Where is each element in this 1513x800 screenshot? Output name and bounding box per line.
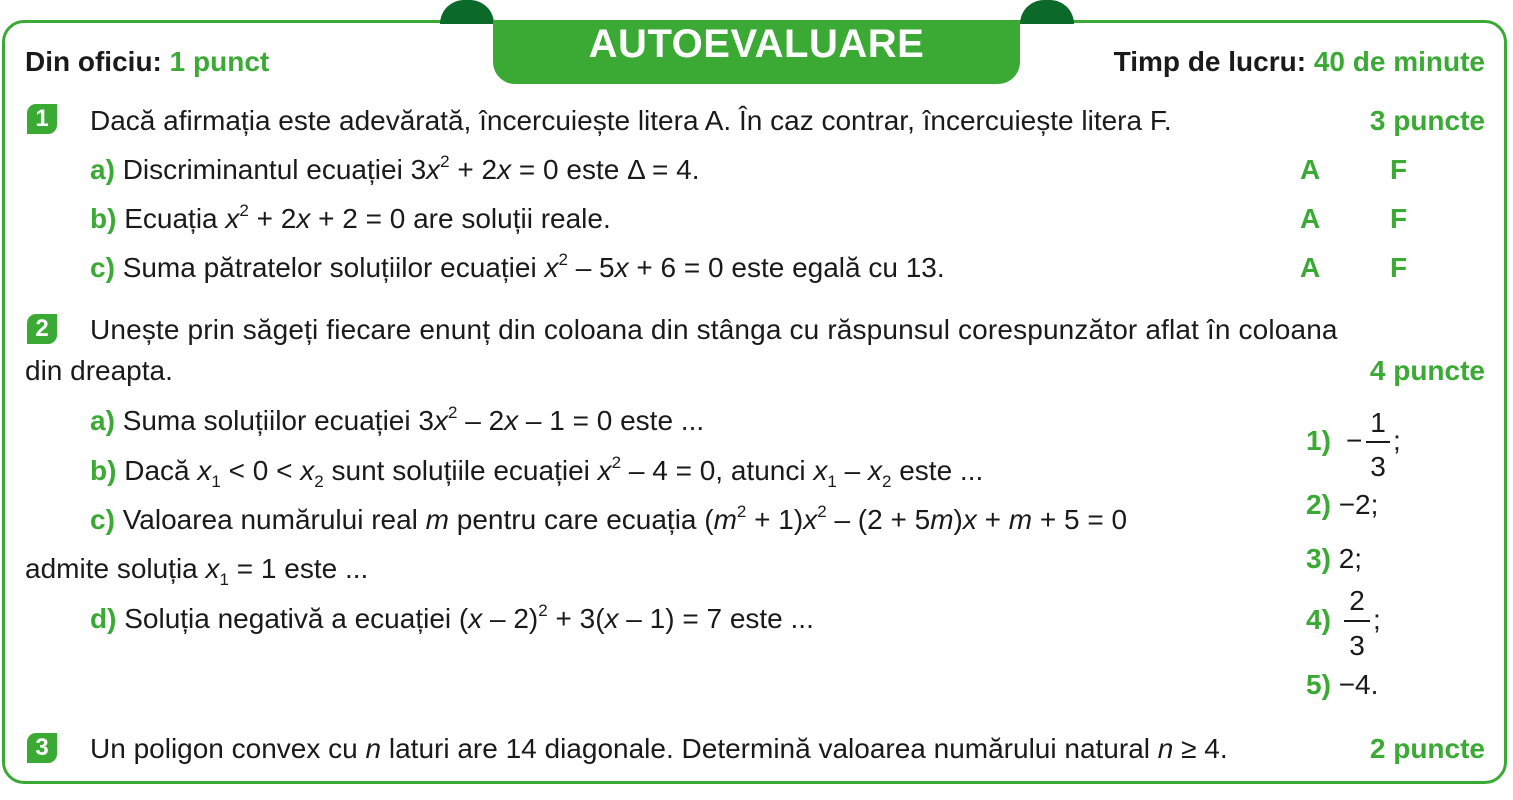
q2-answer-4-denominator: 3: [1349, 630, 1365, 661]
q2-item-d: [90, 602, 814, 640]
q2-answer-4-fraction-bar: [1344, 620, 1370, 622]
q2-answer-2-text: −2;: [1338, 489, 1379, 520]
q2-answer-4-numerator: 2: [1349, 585, 1365, 616]
q2-item-b: [90, 454, 983, 492]
q1-number-badge: 1: [27, 104, 57, 134]
q1-item-a: [90, 153, 700, 191]
timp-value: 40 de minute: [1313, 46, 1485, 77]
q2-item-a-label: a): [90, 405, 115, 436]
q1-statement: Dacă afirmația este adevărată, încercuiește litera A. În caz contrar, încercuiește litera F.: [90, 105, 1172, 136]
q1-b-option-a[interactable]: A: [1300, 203, 1321, 234]
q2-points: 4 puncte: [1369, 355, 1485, 386]
q1-c-option-f[interactable]: F: [1390, 252, 1408, 283]
q1-item-a-label: a): [90, 154, 115, 185]
q1-item-c-label: c): [90, 252, 115, 283]
q2-item-c-text: Valoarea numărului real m pentru care ecuația $(m^2 + 1)x^2 - (2 + 5m)x + m + 5 = 0$: [122, 502, 1128, 535]
q2-answer-3: [1306, 542, 1362, 576]
tab-right-ear: [1020, 0, 1074, 24]
q1-a-option-f[interactable]: F: [1390, 154, 1408, 185]
q2-item-c-label: c): [90, 504, 115, 535]
q2-answer-4-label: 4): [1306, 604, 1331, 635]
q1-item-c-text: Suma pătratelor soluțiilor ecuației $x^2 - 5x + 6 = 0$ este egală cu 13.: [122, 250, 945, 283]
din-oficiu-label: Din oficiu:: [25, 46, 162, 77]
q2-answer-5-text: −4.: [1338, 669, 1379, 700]
q2-answer-5-label: 5): [1306, 669, 1331, 700]
q2-number-badge: 2: [27, 314, 57, 344]
q2-answer-5: [1306, 668, 1378, 702]
q1-item-c: [90, 251, 945, 289]
q1-item-b-text: Ecuația $x^2 + 2x + 2 = 0$ are soluții reale.: [124, 201, 611, 234]
page-title: AUTOEVALUARE: [588, 22, 925, 66]
timp-de-lucru: [1114, 45, 1485, 79]
q3-statement: Un poligon convex cu n laturi are 14 diagonale. Determină valoarea numărului natural n ≥ 4.: [90, 733, 1228, 764]
q1-c-option-a[interactable]: A: [1300, 252, 1321, 283]
q1-item-b-label: b): [90, 203, 117, 234]
q1-b-option-f[interactable]: F: [1390, 203, 1408, 234]
q3-number-badge: 3: [27, 733, 57, 763]
q1-item-b: [90, 202, 611, 240]
q2-answer-1-numerator: 1: [1370, 407, 1386, 438]
q2-item-c: [90, 503, 1127, 541]
q2-statement-line1: Unește prin săgeți fiecare enunț din coloana din stânga cu răspunsul corespunzător aflat în coloana: [90, 314, 1338, 345]
q1-points: 3 puncte: [1369, 105, 1485, 136]
q2-item-a-text: Suma soluțiilor ecuației $3x^2 - 2x - 1 = 0$ este ...: [122, 403, 705, 436]
din-oficiu-value: 1 punct: [169, 46, 270, 77]
q2-item-b-label: b): [90, 455, 117, 486]
q2-item-c-continued: admite soluția $x_1 = 1$ este ...: [25, 553, 369, 589]
q2-item-d-text: Soluția negativă a ecuației (x – 2)$^2$ + 3(x – 1) = 7 este ...: [124, 601, 814, 634]
q2-answer-1-denominator: 3: [1370, 451, 1386, 482]
q1-item-a-text: Discriminantul ecuației $3x^2 + 2x = 0$ este Δ = 4.: [122, 152, 700, 185]
din-oficiu: [25, 45, 269, 79]
q2-item-b-text: Dacă $x_1 < 0 < x_2$ sunt soluțiile ecuației $x^2 - 4 = 0$, atunci $x_1 - x_2$ este ...: [124, 453, 984, 491]
q2-answer-1-semicolon: ;: [1393, 425, 1401, 456]
q2-answer-3-label: 3): [1306, 543, 1331, 574]
timp-label: Timp de lucru:: [1113, 46, 1307, 77]
q2-answer-2: [1306, 488, 1378, 522]
q2-item-d-label: d): [90, 603, 117, 634]
q2-answer-1-label: 1): [1306, 425, 1331, 456]
q2-statement-line2: din dreapta.: [25, 355, 173, 386]
q2-answer-4-semicolon: ;: [1373, 604, 1381, 635]
q2-answer-2-label: 2): [1306, 489, 1331, 520]
q2-answer-1-fraction-bar: [1366, 441, 1390, 443]
q3-points: 2 puncte: [1369, 733, 1485, 764]
q2-answer-3-text: 2;: [1338, 543, 1363, 574]
q1-a-option-a[interactable]: A: [1300, 154, 1321, 185]
tab-left-ear: [440, 0, 494, 24]
q2-answer-1-minus: −: [1346, 425, 1363, 456]
q2-item-a: [90, 404, 704, 442]
